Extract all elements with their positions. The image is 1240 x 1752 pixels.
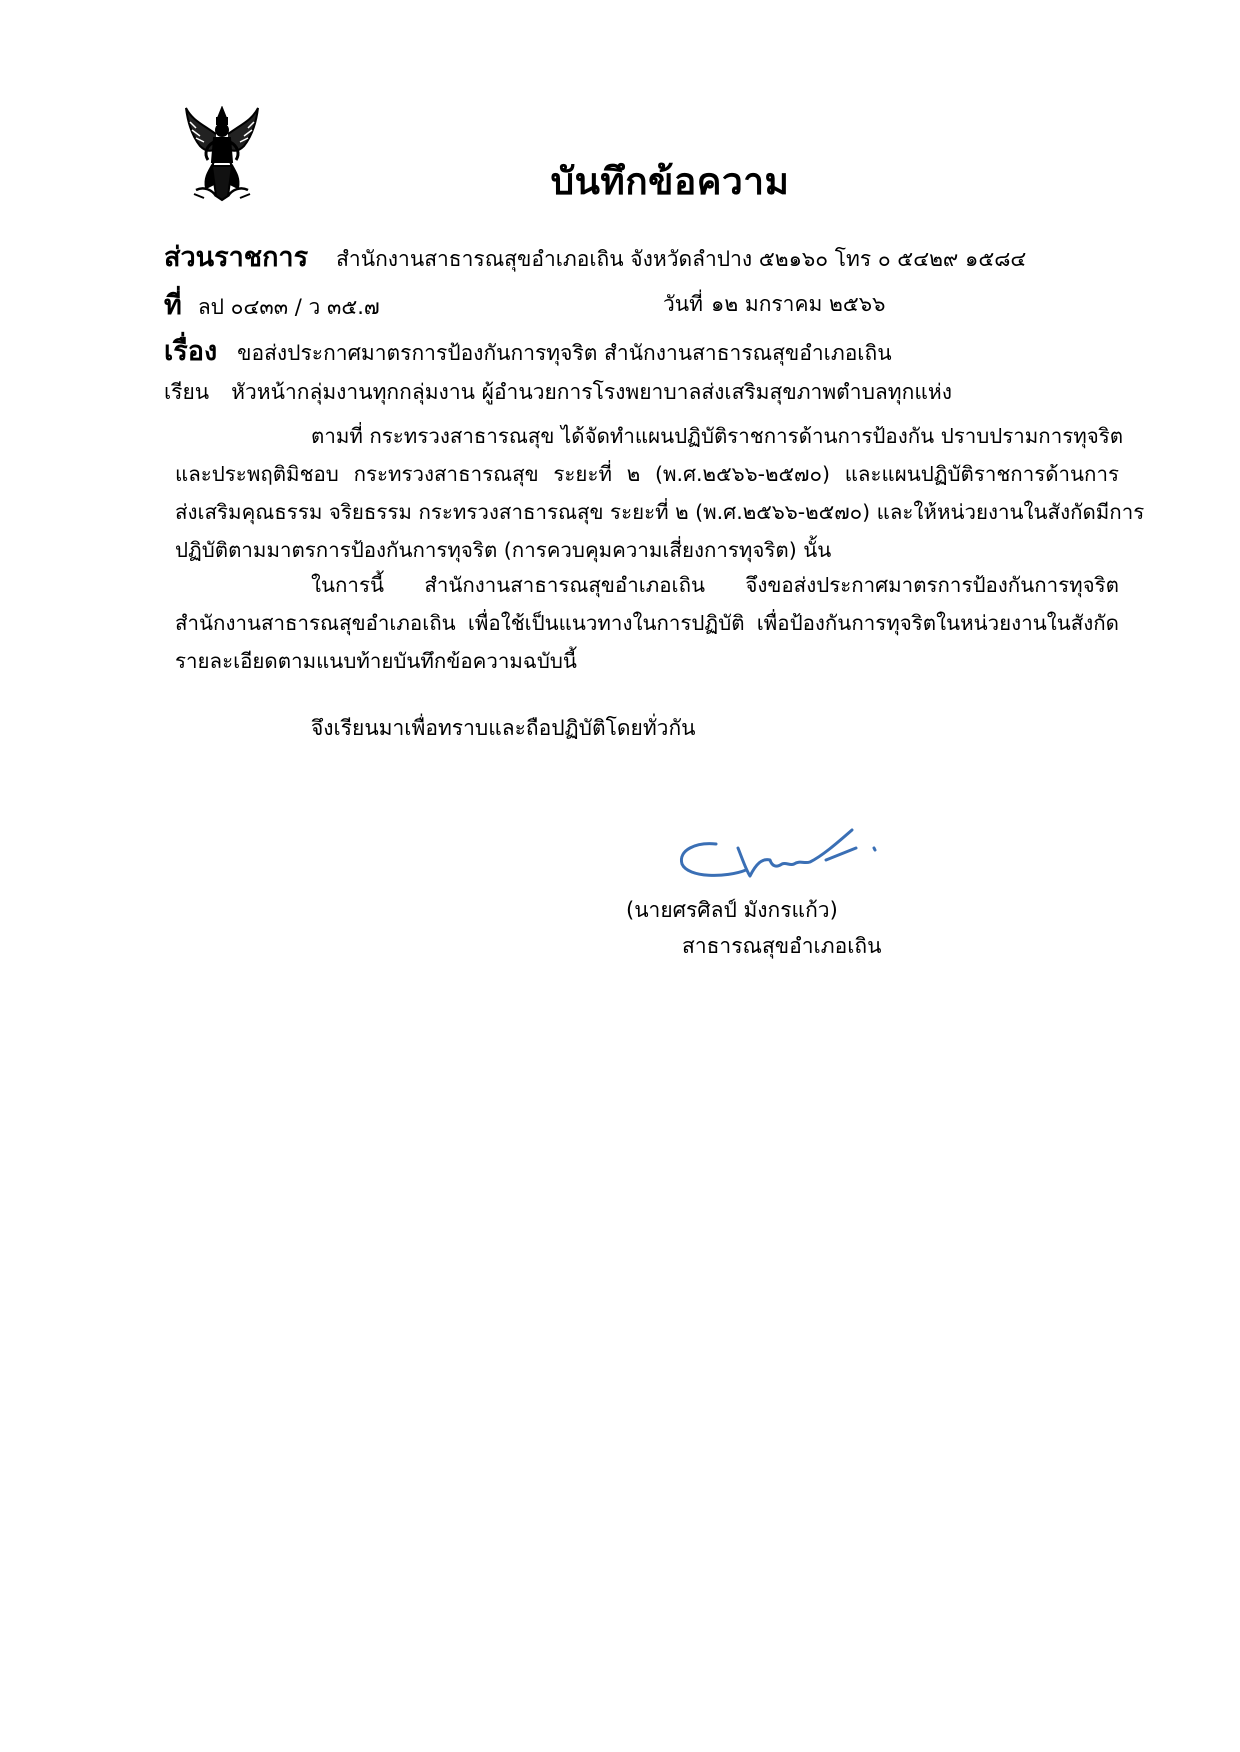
- reference-value: ลป ๐๔๓๓ / ว ๓๕.๗: [197, 295, 380, 319]
- body-line: สำนักงานสาธารณสุขอำเภอเถิน เพื่อใช้เป็นแนวทางในการปฏิบัติ เพื่อป้องกันการทุจริตในหน่วยงานในสังกัด: [175, 611, 1119, 635]
- body-line: ตามที่ กระทรวงสาธารณสุข ได้จัดทำแผนปฏิบัติราชการด้านการป้องกัน ปราบปรามการทุจริต: [311, 424, 1124, 448]
- date-row: [663, 288, 885, 321]
- subject-value: ขอส่งประกาศมาตรการป้องกันการทุจริต สำนักงานสาธารณสุขอำเภอเถิน: [237, 341, 892, 365]
- handwritten-signature: [676, 808, 906, 898]
- signer-position: สาธารณสุขอำเภอเถิน: [682, 934, 882, 958]
- reference-row: [164, 283, 380, 326]
- body-paragraph-2: [175, 566, 1119, 680]
- body-line: และประพฤติมิชอบ กระทรวงสาธารณสุข ระยะที่ ๒ (พ.ศ.๒๕๖๖-๒๕๗๐) และแผนปฏิบัติราชการด้านการ: [175, 462, 1119, 486]
- signer-name: (นายศรศิลป์ มังกรแก้ว): [626, 898, 838, 922]
- closing-line: จึงเรียนมาเพื่อทราบและถือปฏิบัติโดยทั่วกัน: [311, 716, 696, 740]
- agency-label: ส่วนราชการ: [164, 242, 309, 273]
- recipient-value: หัวหน้ากลุ่มงานทุกกลุ่มงาน ผู้อำนวยการโรงพยาบาลส่งเสริมสุขภาพตำบลทุกแห่ง: [231, 380, 952, 404]
- body-line: ส่งเสริมคุณธรรม จริยธรรม กระทรวงสาธารณสุข ระยะที่ ๒ (พ.ศ.๒๕๖๖-๒๕๗๐) และให้หน่วยงานในสังกัดมีการ: [175, 500, 1145, 524]
- body-line: ในการนี้ สำนักงานสาธารณสุขอำเภอเถิน จึงขอส่งประกาศมาตรการป้องกันการทุจริต: [311, 573, 1119, 597]
- date-value: ๑๒ มกราคม ๒๕๖๖: [711, 292, 886, 316]
- recipient-label: เรียน: [164, 380, 210, 404]
- body-line: รายละเอียดตามแนบท้ายบันทึกข้อความฉบับนี้: [175, 649, 577, 673]
- date-label: วันที่: [663, 292, 703, 316]
- body-paragraph-1: [175, 417, 1145, 569]
- body-line: ปฏิบัติตามมาตรการป้องกันการทุจริต (การควบคุมความเสี่ยงการทุจริต) นั้น: [175, 538, 832, 562]
- subject-label: เรื่อง: [164, 336, 218, 367]
- recipient-row: [164, 376, 952, 409]
- agency-row: [164, 235, 1026, 278]
- agency-value: สำนักงานสาธารณสุขอำเภอเถิน จังหวัดลำปาง ๕๒๑๖๐ โทร ๐ ๕๔๒๙ ๑๕๘๔: [336, 247, 1027, 271]
- memo-title: บันทึกข้อความ: [550, 160, 790, 203]
- subject-row: [164, 329, 892, 372]
- reference-label: ที่: [164, 290, 182, 321]
